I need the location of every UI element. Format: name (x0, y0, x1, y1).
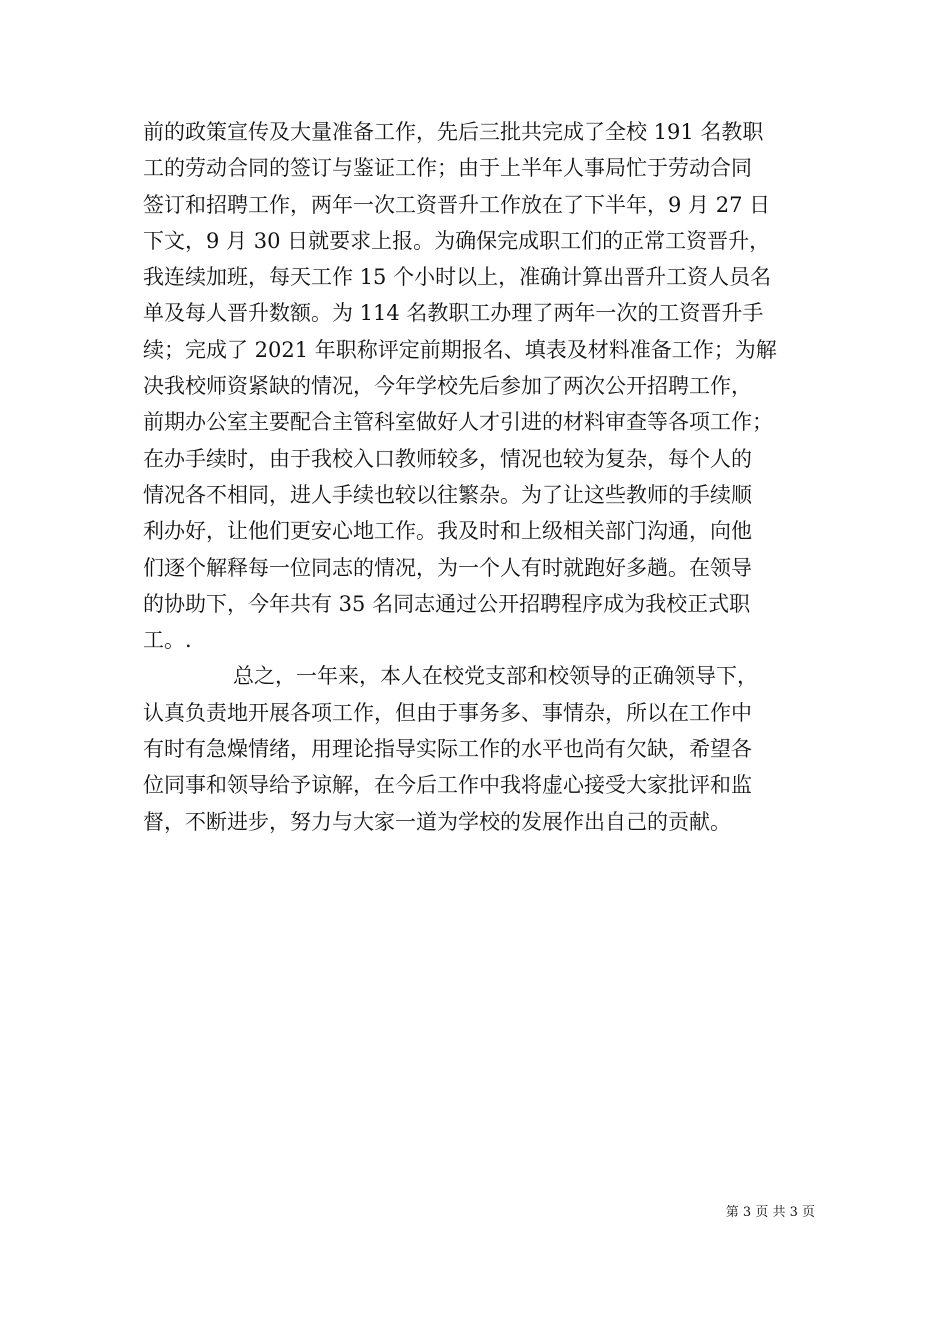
text-line: 决我校师资紧缺的情况，今年学校先后参加了两次公开招聘工作， (143, 374, 752, 399)
text-line: 在办手续时，由于我校入口教师较多，情况也较为复杂，每个人的 (143, 446, 752, 471)
body-text (143, 114, 815, 840)
text-line: 下文，9 月 30 日就要求上报。为确保完成职工们的正常工资晋升， (143, 228, 771, 253)
paragraph-1 (143, 114, 815, 658)
text-line: 利办好，让他们更安心地工作。我及时和上级相关部门沟通，向他 (143, 519, 752, 544)
text-line: 签订和招聘工作，两年一次工资晋升工作放在了下半年，9 月 27 日 (143, 192, 771, 217)
text-line: 有时有急燥情绪，用理论指导实际工作的水平也尚有欠缺，希望各 (143, 737, 752, 762)
text-line: 前的政策宣传及大量准备工作，先后三批共完成了全校 191 名教职 (143, 120, 764, 144)
text-line: 续；完成了 2021 年职称评定前期报名、填表及材料准备工作；为解 (143, 337, 777, 362)
text-line: 认真负责地开展各项工作，但由于事务多、事情杂，所以在工作中 (143, 700, 752, 725)
text-line: 总之，一年来，本人在校党支部和校领导的正确领导下， (233, 664, 758, 689)
paragraph-2 (143, 658, 815, 839)
text-line: 前期办公室主要配合主管科室做好人才引进的材料审查等各项工作； (143, 410, 773, 435)
text-line: 工。. (143, 628, 192, 653)
text-line: 位同事和领导给予谅解，在今后工作中我将虚心接受大家批评和监 (143, 773, 752, 798)
text-line: 工的劳动合同的签订与鉴证工作；由于上半年人事局忙于劳动合同 (143, 156, 752, 181)
text-line: 我连续加班，每天工作 15 个小时以上，准确计算出晋升工资人员名 (143, 265, 772, 290)
text-line: 的协助下，今年共有 35 名同志通过公开招聘程序成为我校正式职 (143, 591, 751, 616)
page-number-footer: 第 3 页 共 3 页 (725, 1205, 815, 1220)
text-line: 督，不断进步，努力与大家一道为学校的发展作出自己的贡献。 (143, 809, 731, 834)
text-line: 情况各不相同，进人手续也较以往繁杂。为了让这些教师的手续顺 (143, 482, 752, 507)
text-line: 单及每人晋升数额。为 114 名教职工办理了两年一次的工资晋升手 (143, 301, 764, 326)
text-line: 们逐个解释每一位同志的情况，为一个人有时就跑好多趟。在领导 (143, 555, 752, 580)
